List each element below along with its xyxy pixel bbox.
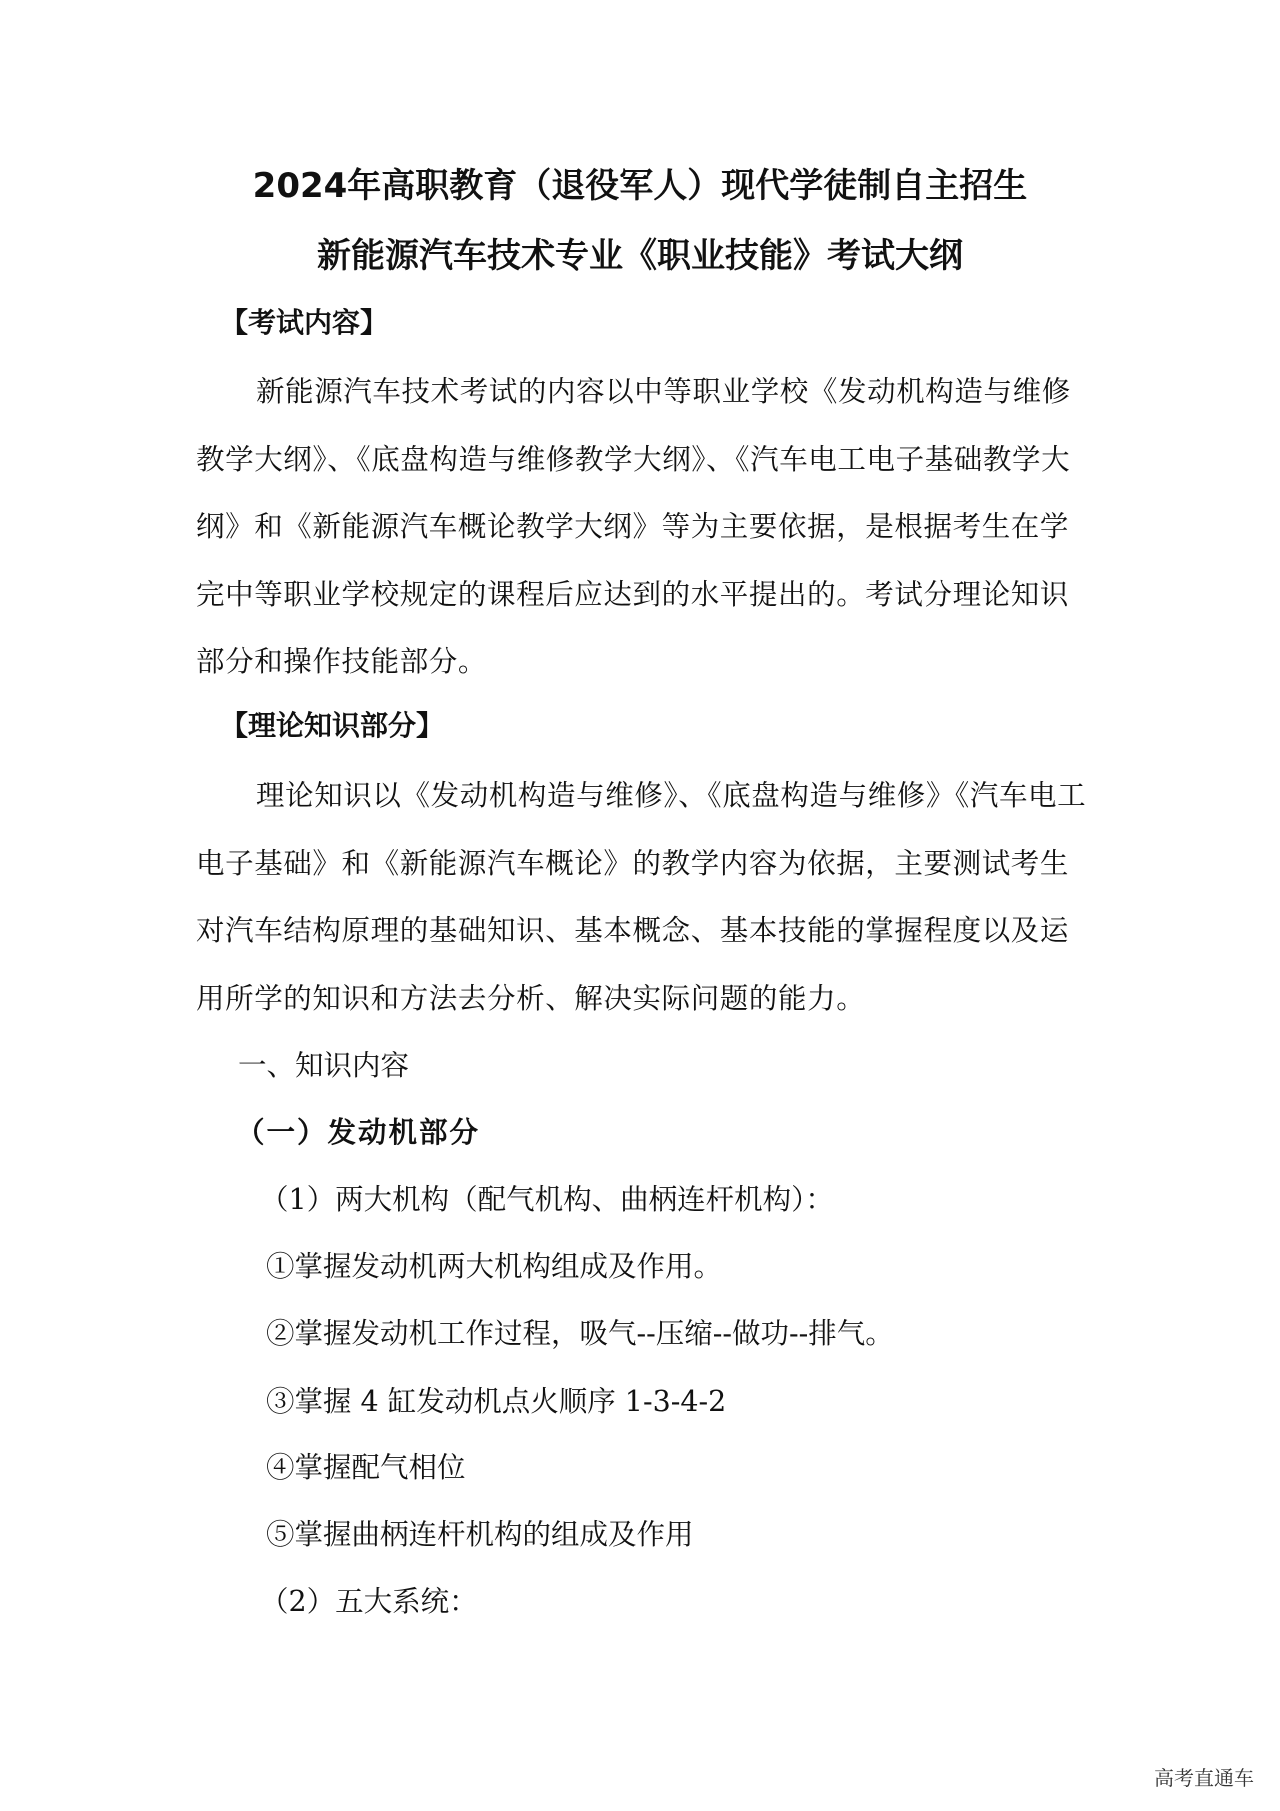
document-title-line-2: 新能源汽车技术专业《职业技能》考试大纲 — [317, 236, 963, 276]
list-item-mechanism-composition: ①掌握发动机两大机构组成及作用。 — [266, 1250, 723, 1283]
list-item-working-process: ②掌握发动机工作过程，吸气--压缩--做功--排气。 — [266, 1317, 894, 1350]
paragraph-theory: 理论知识以《发动机构造与维修》、《底盘构造与维修》《汽车电工电子基础》和《新能源汽车概论》的教学内容为依据，主要测试考生对汽车结构原理的基础知识、基本概念、基本技能的掌握程度以及运用所学的知识和方法去分析、解决实际问题的能力。 — [196, 779, 1087, 1015]
section-heading-theory: 【理论知识部分】 — [220, 709, 445, 742]
list-item-firing-order: ③掌握 4 缸发动机点火顺序 1-3-4-2 — [266, 1385, 727, 1418]
list-item-crank-mechanism: ⑤掌握曲柄连杆机构的组成及作用 — [266, 1518, 694, 1551]
section-heading-exam-content: 【考试内容】 — [220, 306, 389, 339]
heading-engine-part: （一）发动机部分 — [236, 1115, 481, 1149]
list-item-two-mechanisms: （1）两大机构（配气机构、曲柄连杆机构）： — [260, 1183, 834, 1216]
document-title-line-1: 2024年高职教育（退役军人）现代学徒制自主招生 — [252, 166, 1028, 206]
list-item-valve-timing: ④掌握配气相位 — [266, 1451, 466, 1484]
watermark-text: 高考直通车 — [1154, 1766, 1254, 1790]
paragraph-exam-content: 新能源汽车技术考试的内容以中等职业学校《发动机构造与维修教学大纲》、《底盘构造与维修教学大纲》、《汽车电工电子基础教学大纲》和《新能源汽车概论教学大纲》等为主要依据，是根据考生在学完中等职业学校规定的课程后应达到的水平提出的。考试分理论知识部分和操作技能部分。 — [196, 375, 1071, 678]
list-item-five-systems: （2）五大系统： — [260, 1585, 478, 1618]
heading-knowledge-content: 一、知识内容 — [238, 1049, 410, 1082]
